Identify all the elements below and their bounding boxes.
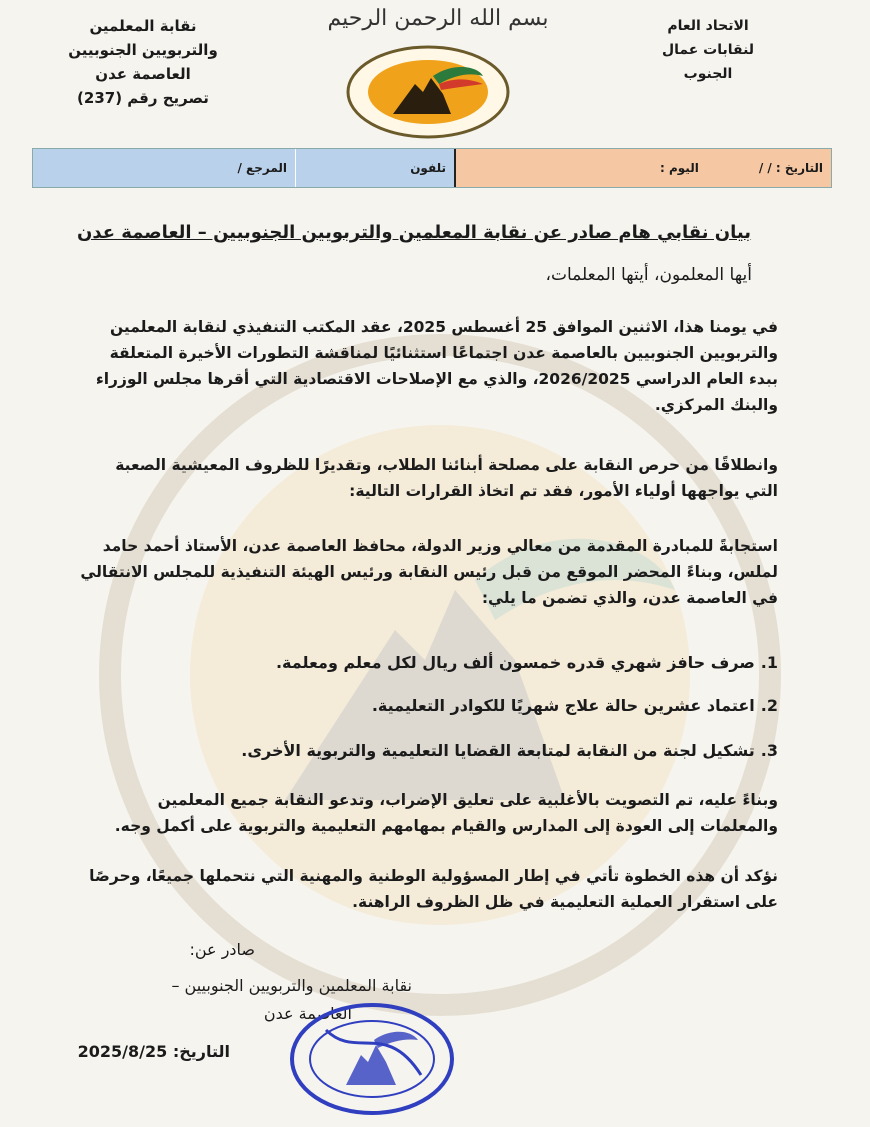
header-union-name (48, 14, 238, 110)
document-title: بيان نقابي هام صادر عن نقابة المعلمين والتربويين الجنوبيين – العاصمة عدن (76, 222, 752, 243)
header-right-line: الجنوب (683, 66, 733, 82)
item-text: تشكيل لجنة من النقابة لمتابعة القضايا التعليمية والتربوية الأخرى. (241, 741, 755, 760)
header-federation-name (598, 14, 818, 86)
issued-from-label: صادر عن: (189, 940, 255, 959)
paragraph-meeting: في يومنا هذا، الاثنين الموافق 25 أغسطس 2025، عقد المكتب التنفيذي لنقابة المعلمين والتربويين الجنوبيين بالعاصمة عدن اجتماعًا استثنائيًا لمناقشة التطورات الأخيرة المتعلقة ببدء العام الدراسي 2026/2025، والذي مع الإصلاحات الاقتصادية التي أقرها مجلس الوزراء والبنك المركزي. (95, 318, 778, 414)
official-stamp (286, 1000, 458, 1118)
decision-item (78, 693, 778, 719)
item-number: 2. (760, 696, 778, 715)
paragraph-closing: نؤكد أن هذه الخطوة تأتي في إطار المسؤولية الوطنية والمهنية التي نتحملها جميعًا، وحرصًا على استقرار العملية التعليمية في ظل الظروف الراهنة. (89, 867, 778, 911)
greeting: أيها المعلمون، أيتها المعلمات، (545, 265, 752, 285)
item-text: اعتماد عشرين حالة علاج شهريًا للكوادر التعليمية. (371, 696, 755, 715)
paragraph-strike-suspension: وبناءً عليه، تم التصويت بالأغلبية على تعليق الإضراب، وتدعو النقابة جميع المعلمين والمعلمات إلى العودة إلى المدارس والقيام بمهامهم التعليمية والتربوية على أكمل وجه. (114, 791, 778, 835)
org-line: نقابة المعلمين والتربويين الجنوبيين – (171, 976, 412, 995)
permit-number: تصريح رقم (237) (77, 89, 209, 107)
decision-item (78, 738, 778, 764)
decision-item (78, 650, 778, 676)
date-field (456, 149, 831, 187)
union-logo (343, 44, 513, 140)
item-text: صرف حافز شهري قدره خمسون ألف ريال لكل معلم ومعلمة. (275, 653, 755, 672)
date-label: التاريخ : / / (758, 161, 823, 175)
info-bar (32, 148, 832, 188)
item-number: 3. (760, 741, 778, 760)
header-left-line: العاصمة عدن (95, 65, 191, 83)
header-right-line: الاتحاد العام (667, 18, 749, 34)
reference-field (33, 149, 296, 187)
header-right-line: لنقابات عمال (661, 42, 755, 58)
paragraph-decisions-intro: وانطلاقًا من حرص النقابة على مصلحة أبنائنا الطلاب، وتقديرًا للظروف المعيشية الصعبة التي يواجهها أولياء الأمور، فقد تم اتخاذ القرارات التالية: (115, 456, 778, 500)
issue-date: التاريخ: 2025/8/25 (77, 1042, 230, 1061)
header-left-line: والتربويين الجنوبيين (68, 41, 218, 59)
phone-field (296, 149, 456, 187)
day-label: اليوم : (660, 161, 699, 175)
header-left-line: نقابة المعلمين (89, 17, 197, 35)
org-line: العاصمة عدن (263, 1004, 352, 1023)
paragraph-initiative: استجابةً للمبادرة المقدمة من معالي وزير الدولة، محافظ العاصمة عدن، الأستاذ أحمد حامد لملس، وبناءً المحضر الموقع من قبل رئيس النقابة ورئيس الهيئة التنفيذية للمجلس الانتقالي في العاصمة عدن، والذي تضمن ما يلي: (80, 537, 778, 607)
basmala: بسم الله الرحمن الرحيم (327, 6, 549, 31)
reference-label: المرجع / (237, 161, 287, 175)
phone-label: تلفون (410, 161, 446, 175)
item-number: 1. (760, 653, 778, 672)
